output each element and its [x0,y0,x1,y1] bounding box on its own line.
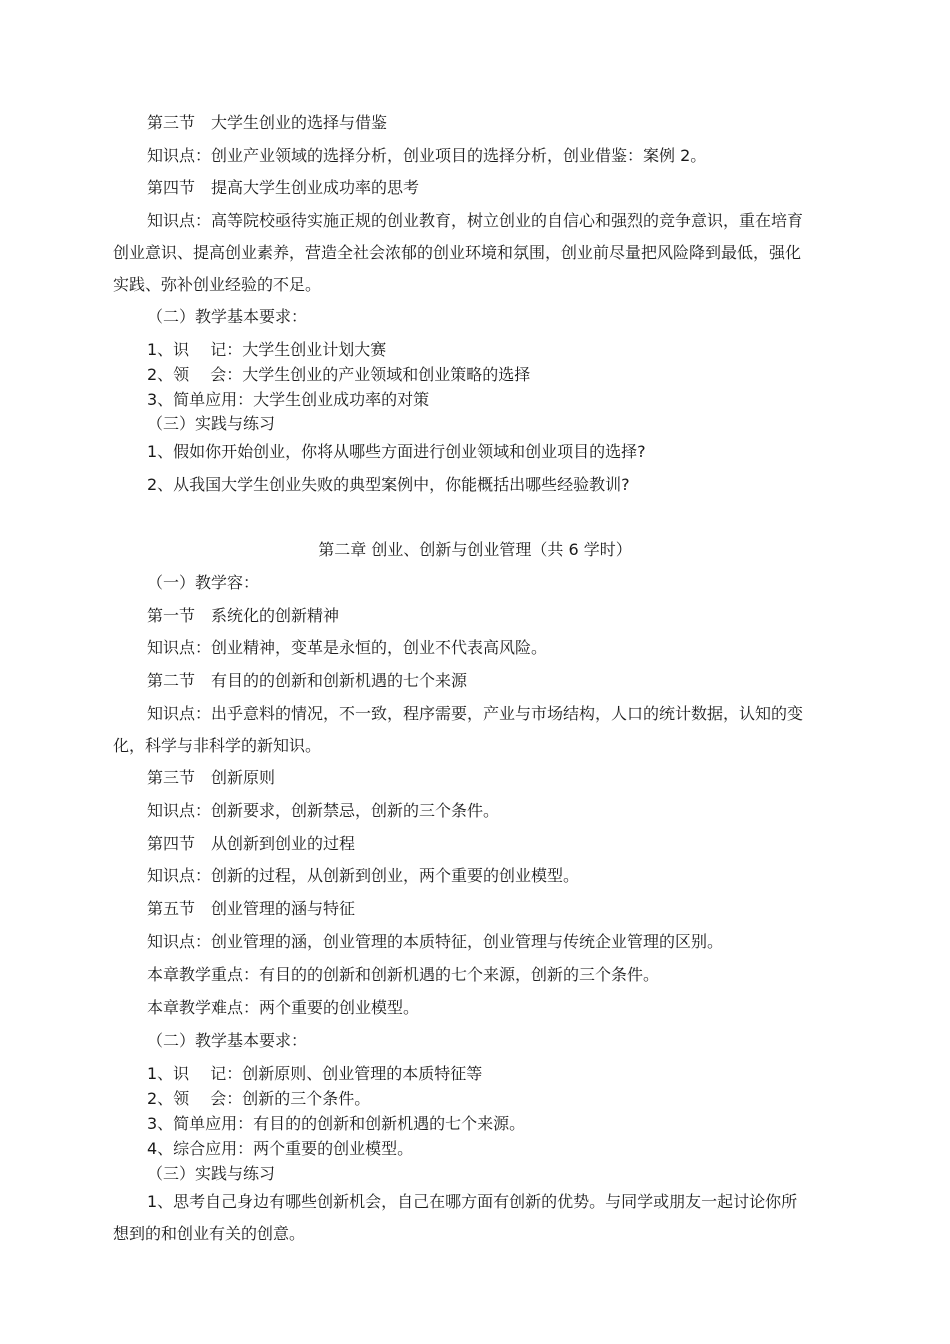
section-title: 第四节 提高大学生创业成功率的思考 [147,178,420,197]
knowledge-points: 知识点：创新要求，创新禁忌，创新的三个条件。 [147,801,500,820]
knowledge-points-continued: 实践、弥补创业经验的不足。 [113,275,322,294]
requirement-item: 4、综合应用：两个重要的创业模型。 [147,1139,414,1158]
practice-heading: （三）实践与练习 [147,1164,276,1183]
section-title: 第二节 有目的的创新和创新机遇的七个来源 [147,671,468,690]
practice-item: 2、从我国大学生创业失败的典型案例中，你能概括出哪些经验教训? [147,475,630,494]
content-heading: （一）教学容： [147,573,260,592]
knowledge-points-continued: 创业意识、提高创业素养，营造全社会浓郁的创业环境和氛围，创业前尽量把风险降到最低，强化 [113,243,802,262]
knowledge-points: 知识点：创业管理的涵，创业管理的本质特征，创业管理与传统企业管理的区别。 [147,932,724,951]
knowledge-points: 知识点：创业产业领域的选择分析，创业项目的选择分析，创业借鉴：案例 2。 [147,146,707,165]
requirements-heading: （二）教学基本要求： [147,1031,308,1050]
requirement-item: 2、领 会：创新的三个条件。 [147,1089,371,1108]
requirement-item: 3、简单应用：大学生创业成功率的对策 [147,390,430,409]
requirement-item: 2、领 会：大学生创业的产业领域和创业策略的选择 [147,365,531,384]
practice-heading: （三）实践与练习 [147,414,276,433]
section-title: 第四节 从创新到创业的过程 [147,834,356,853]
difficult-points: 本章教学难点：两个重要的创业模型。 [147,998,420,1017]
practice-item: 1、思考自己身边有哪些创新机会，自己在哪方面有创新的优势。与同学或朋友一起讨论你所 [147,1192,798,1211]
requirement-item: 3、简单应用：有目的的创新和创新机遇的七个来源。 [147,1114,526,1133]
section-title: 第一节 系统化的创新精神 [147,606,340,625]
knowledge-points-continued: 化，科学与非科学的新知识。 [113,736,322,755]
chapter-title: 第二章 创业、创新与创业管理（共 6 学时） [318,540,632,559]
knowledge-points: 知识点：创业精神，变革是永恒的，创业不代表高风险。 [147,638,548,657]
practice-item-continued: 想到的和创业有关的创意。 [113,1224,306,1243]
requirement-item: 1、识 记：大学生创业计划大赛 [147,340,387,359]
key-points: 本章教学重点：有目的的创新和创新机遇的七个来源，创新的三个条件。 [147,965,660,984]
requirements-heading: （二）教学基本要求： [147,307,308,326]
section-title: 第五节 创业管理的涵与特征 [147,899,356,918]
practice-item: 1、假如你开始创业，你将从哪些方面进行创业领域和创业项目的选择? [147,442,646,461]
requirement-item: 1、识 记：创新原则、创业管理的本质特征等 [147,1064,483,1083]
knowledge-points: 知识点：创新的过程，从创新到创业，两个重要的创业模型。 [147,866,580,885]
section-title: 第三节 大学生创业的选择与借鉴 [147,113,388,132]
knowledge-points: 知识点：出乎意料的情况，不一致，程序需要，产业与市场结构，人口的统计数据，认知的变 [147,704,804,723]
section-title: 第三节 创新原则 [147,768,276,787]
knowledge-points: 知识点：高等院校亟待实施正规的创业教育，树立创业的自信心和强烈的竞争意识，重在培育 [147,211,804,230]
